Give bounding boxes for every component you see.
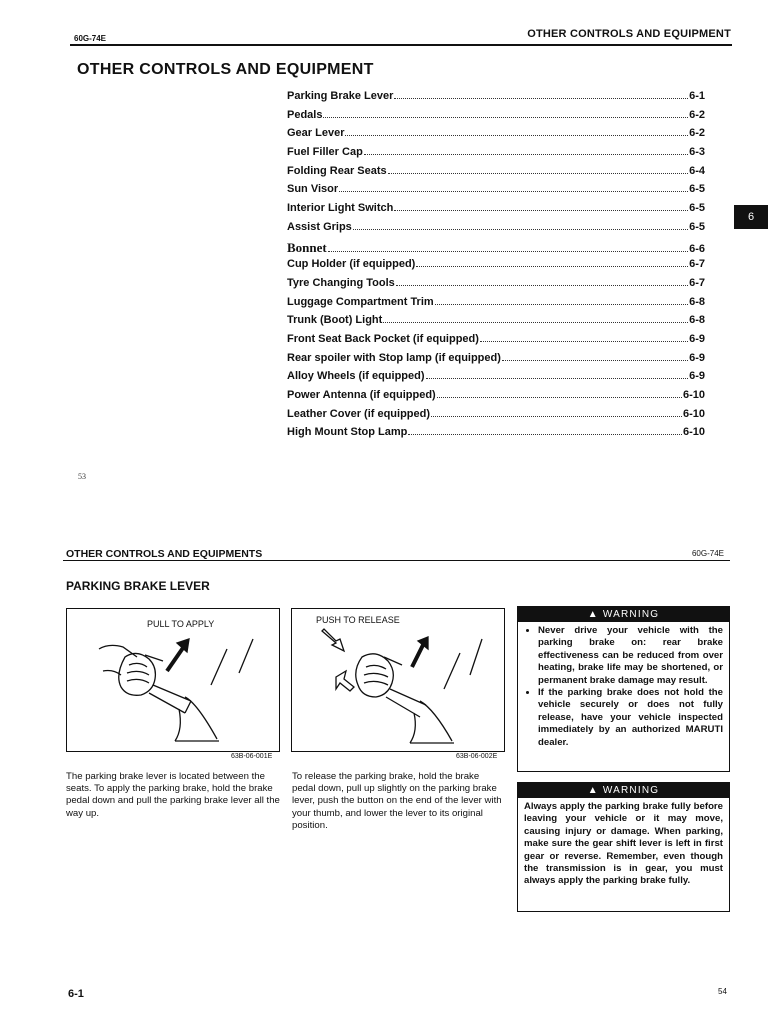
warning-box-1 [517, 606, 730, 772]
toc-entry-label: Cup Holder (if equipped) [287, 258, 416, 271]
toc-entry-page: 6-5 [689, 202, 705, 215]
chapter-title: OTHER CONTROLS AND EQUIPMENT [77, 61, 374, 78]
toc-leader-dots [383, 321, 688, 323]
toc-entry-label: Trunk (Boot) Light [287, 314, 383, 327]
toc-entry [287, 408, 705, 427]
toc-leader-dots [364, 153, 688, 155]
figure-push-to-release [291, 608, 505, 752]
toc-entry-page: 6-9 [689, 332, 705, 345]
warning-item: • If the parking brake does not hold the vehicle securely or does not fully release, have your vehicle inspected immediately by an authorized MARUTI dealer. [538, 687, 723, 749]
toc-entry-label: Bonnet [287, 239, 327, 255]
toc-entry-label: Assist Grips [287, 220, 352, 233]
parking-brake-release-illustration [292, 609, 504, 751]
toc-entry-page: 6-8 [689, 295, 705, 308]
toc-entry [287, 183, 705, 202]
figure-code: 63B-06-002E [456, 753, 498, 760]
toc-entry-label: Leather Cover (if equipped) [287, 407, 431, 420]
toc-leader-dots [328, 250, 688, 252]
toc-entry-page: 6-7 [689, 276, 705, 289]
toc-entry-page: 6-2 [689, 127, 705, 140]
header-rule [63, 560, 730, 561]
toc-entry [287, 352, 705, 371]
document-code: 60G-74E [74, 34, 107, 43]
toc-leader-dots [437, 396, 682, 398]
toc-entry [287, 426, 705, 445]
warning-heading: WARNING [602, 609, 660, 620]
toc-entry-label: Interior Light Switch [287, 202, 394, 215]
warning-box-2 [517, 782, 730, 912]
toc-leader-dots [431, 415, 682, 417]
warning-item: • Never drive your vehicle with the parking brake on: rear brake effectiveness can be reduced from over heating, brake life may be shortened, or permanent brake damage may result. [538, 625, 723, 687]
toc-entry-page: 6-4 [689, 164, 705, 177]
warning-header [518, 607, 729, 622]
toc-entry-label: Tyre Changing Tools [287, 276, 395, 289]
toc-entry [287, 389, 705, 408]
toc-leader-dots [345, 134, 688, 136]
toc-entry-page: 6-8 [689, 314, 705, 327]
toc-entry [287, 296, 705, 315]
figure-label: PULL TO APPLY [147, 619, 215, 629]
page-number: 6-1 [68, 988, 84, 1000]
toc-entry-page: 6-7 [689, 258, 705, 271]
toc-entry-label: Power Antenna (if equipped) [287, 389, 436, 401]
toc-entry-label: Sun Visor [287, 183, 339, 196]
toc-entry-page: 6-10 [682, 426, 705, 439]
warning-icon: ▲ [587, 609, 599, 620]
warning-header [518, 783, 729, 798]
toc-leader-dots [396, 284, 688, 286]
toc-leader-dots [480, 340, 688, 342]
warning-text: Always apply the parking brake fully before leaving your vehicle or it may move, causing injury or damage. When parking, make sure the gear shift lever is left in first gear or reverse. Remember, even though the transmission is in gear, you must always apply the parking brake fully. [524, 801, 723, 887]
toc-entry-page: 6-9 [689, 370, 705, 383]
toc-entry-page: 6-10 [682, 407, 705, 420]
toc-leader-dots [416, 265, 688, 267]
warning-icon: ▲ [587, 785, 599, 796]
toc-entry [287, 90, 705, 109]
toc-entry [287, 165, 705, 184]
toc-leader-dots [408, 433, 682, 435]
toc-leader-dots [394, 209, 688, 211]
toc-entry [287, 109, 705, 128]
running-header-left: OTHER CONTROLS AND EQUIPMENTS [66, 548, 263, 560]
toc-entry-page: 6-1 [689, 90, 705, 102]
toc-entry-page: 6-2 [689, 108, 705, 121]
figure-label: PUSH TO RELEASE [316, 615, 400, 625]
toc-entry [287, 202, 705, 221]
toc-entry-label: Pedals [287, 108, 323, 121]
toc-leader-dots [435, 303, 688, 305]
toc-entry [287, 333, 705, 352]
toc-leader-dots [323, 116, 688, 118]
toc-entry-page: 6-9 [689, 351, 705, 364]
toc-entry-label: Gear Lever [287, 127, 345, 140]
toc-entry-page: 6-6 [689, 242, 705, 255]
toc-leader-dots [353, 228, 688, 230]
toc-entry [287, 240, 705, 259]
toc-entry-page: 6-5 [689, 183, 705, 196]
toc-entry [287, 314, 705, 333]
toc-leader-dots [426, 377, 689, 379]
header-rule [70, 44, 732, 46]
toc-entry-label: High Mount Stop Lamp [287, 426, 408, 439]
toc-entry-page: 6-10 [682, 389, 705, 401]
document-code: 60G-74E [691, 549, 724, 558]
toc-entry-label: Fuel Filler Cap [287, 146, 363, 159]
toc-entry [287, 277, 705, 296]
parking-brake-illustration [67, 609, 279, 751]
page-number: 53 [78, 472, 86, 481]
paragraph-apply: The parking brake lever is located between the seats. To apply the parking brake, hold the brake pedal down and pull the parking brake lever all the way up. [66, 771, 280, 819]
paragraph-release: To release the parking brake, hold the brake pedal down, pull up slightly on the parking brake lever, push the button on the end of the lever with your thumb, and lower the lever to its original position. [292, 771, 502, 831]
running-header: OTHER CONTROLS AND EQUIPMENT [527, 28, 731, 40]
toc-entry-page: 6-3 [689, 146, 705, 159]
figure-code: 63B-06-001E [231, 753, 273, 760]
page-number: 54 [718, 987, 727, 996]
toc-entry [287, 146, 705, 165]
toc-entry-label: Front Seat Back Pocket (if equipped) [287, 332, 479, 345]
toc-entry [287, 221, 705, 240]
section-tab: 6 [734, 205, 768, 229]
toc-leader-dots [388, 172, 688, 174]
toc-entry-label: Folding Rear Seats [287, 164, 387, 177]
toc-entry-label: Luggage Compartment Trim [287, 295, 434, 308]
toc-entry-label: Parking Brake Lever [287, 90, 394, 102]
toc-entry [287, 370, 705, 389]
toc-entry-page: 6-5 [689, 220, 705, 233]
toc-leader-dots [339, 190, 688, 192]
section-title: PARKING BRAKE LEVER [66, 579, 210, 593]
warning-heading: WARNING [602, 785, 660, 796]
toc-leader-dots [502, 359, 688, 361]
table-of-contents [287, 90, 705, 445]
toc-entry-label: Alloy Wheels (if equipped) [287, 370, 425, 383]
toc-entry [287, 258, 705, 277]
toc-entry-label: Rear spoiler with Stop lamp (if equipped) [287, 351, 501, 364]
toc-entry [287, 127, 705, 146]
toc-leader-dots [394, 97, 688, 99]
figure-pull-to-apply [66, 608, 280, 752]
